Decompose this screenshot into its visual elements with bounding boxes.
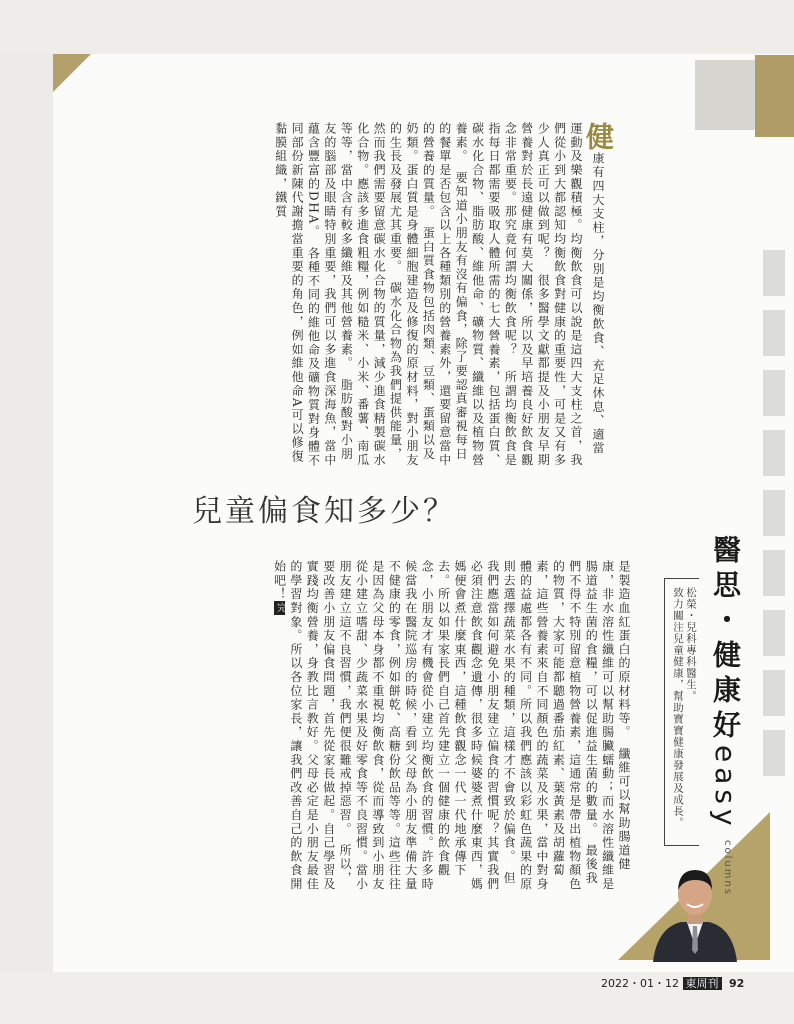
magazine-name: 東周刊 <box>683 977 722 990</box>
drop-cap: 健 <box>582 122 615 152</box>
article-text-upper <box>102 122 615 468</box>
column-title-cn: 醫思・健康好 <box>709 535 742 745</box>
page-number: 92 <box>729 977 745 990</box>
column-title <box>705 535 745 831</box>
article-body-lower <box>118 560 632 892</box>
column-title-en: easy <box>709 745 742 831</box>
corner-accent <box>53 54 91 92</box>
page-footer <box>601 975 744 991</box>
page-edge-left <box>0 54 53 972</box>
article-body-upper <box>102 122 615 468</box>
end-mark: 完 <box>274 602 286 615</box>
portrait-image <box>651 858 739 962</box>
bleed-through-shadow <box>763 250 794 850</box>
lower-paragraphs: 是製造血紅蛋白的原材料等。 纖維可以幫助腸道健康，非水溶性纖維可以幫助腸臟蠕動；而水溶性纖維是腸道益生菌的食糧，可以促進益生菌的數量。 最後我們不得不特別留意植物營養素，這通常是帶出植物顏色的物質，大家可能都聽過番茄紅素、葉黃素及胡蘿蔔素，這些營養素來自不同顏色的蔬菜及水果，當中對身體的益處都各有不同。所以我們應該以彩虹色蔬果的原則去選擇蔬菜水果的種類，這樣才不會致於偏食。 但我們應當如何避免小朋友建立偏食的習慣呢？其實我們必須注意飲食觀念遺傳，很多時候婆婆煮什麼東西，媽媽便會煮什麼東西，這種飲食觀念一代一代地承傳下去。所以如果家長們自己首先建立一個健康的飲食觀念，小朋友才有機會從小建立均衡飲食的習慣。許多時候當我在醫院巡房的時候，看到父母為小朋友準備大量不健康的零食，例如餅乾、高糖份飲品等等。這些往往是因為父母本身都不重視均衡飲食，從而導致到小朋友從小建立嗜甜、少蔬菜水果及好零食等不良習慣。當小朋友建立這不良習慣，我們便很難戒掉惡習。 所以，要改善小朋友偏食問題，首先從家長做起。自己學習及實踐均衡營養，身教比言教好。父母必定是小朋友最佳的學習對象。所以各位家長，讓我們改善自己的飲食開始吧！ <box>272 560 631 892</box>
article-headline: 兒童偏食知多少？ <box>192 494 456 529</box>
columns-label: columns <box>722 840 733 897</box>
author-bio <box>664 578 699 846</box>
author-line-2: 致力關注兒童健康，幫助寶寶健康發展及成長。 <box>672 587 684 829</box>
article-text-lower <box>118 560 632 892</box>
author-portrait <box>651 858 739 962</box>
gold-tab <box>755 55 794 137</box>
corner-tab <box>695 60 755 130</box>
upper-paragraphs: 康有四大支柱，分別是均衡飲食、充足休息、適當運動及樂觀積極。均衡飲食可以說是這四大支柱之首，我們從小到大都認知均衡飲食對健康的重要性，可是又有多少人真正可以做到呢？ 很多醫學文獻都提及小朋友早期營養對於長遠健康有莫大關係，所以及早培養良好飲食觀念非常重要。那究竟何謂均衡飲食呢？ 所謂均衡飲食是指每日都需要吸取人體所需的七大營養素，包括蛋白質、碳水化合物、脂肪酸、維他命、礦物質、纖維以及植物營養素。 要知道小朋友有沒有偏食，除了要認真審視每日的餐單是否包含以上各種類別的營養素外，還要留意當中的營養的質量。 蛋白質食物包括肉類、豆類、蛋類以及奶類。蛋白質是身體細胞建造及修復的原材料，對小朋友的生長及發展尤其重要。 碳水化合物為我們提供能量，然而我們需要留意碳水化合物的質量，減少進食精製碳水化合物。應該多進食粗糧，例如糙米、小米、番薯、南瓜等等，當中含有較多纖維及其他營養素。 脂肪酸對小朋友的腦部及眼睛特別重要，我們可以多進食深海魚，當中蘊含豐富的DHA。 各種不同的維他命及礦物質對身體不同部份新陳代謝擔當重要的角色，例如維他命A可以修復黏膜組織，鐵質 <box>273 122 605 468</box>
issue-date: 2022・01・12 <box>601 977 679 990</box>
author-line-1: 松榮・兒科專科醫生。 <box>685 587 697 702</box>
